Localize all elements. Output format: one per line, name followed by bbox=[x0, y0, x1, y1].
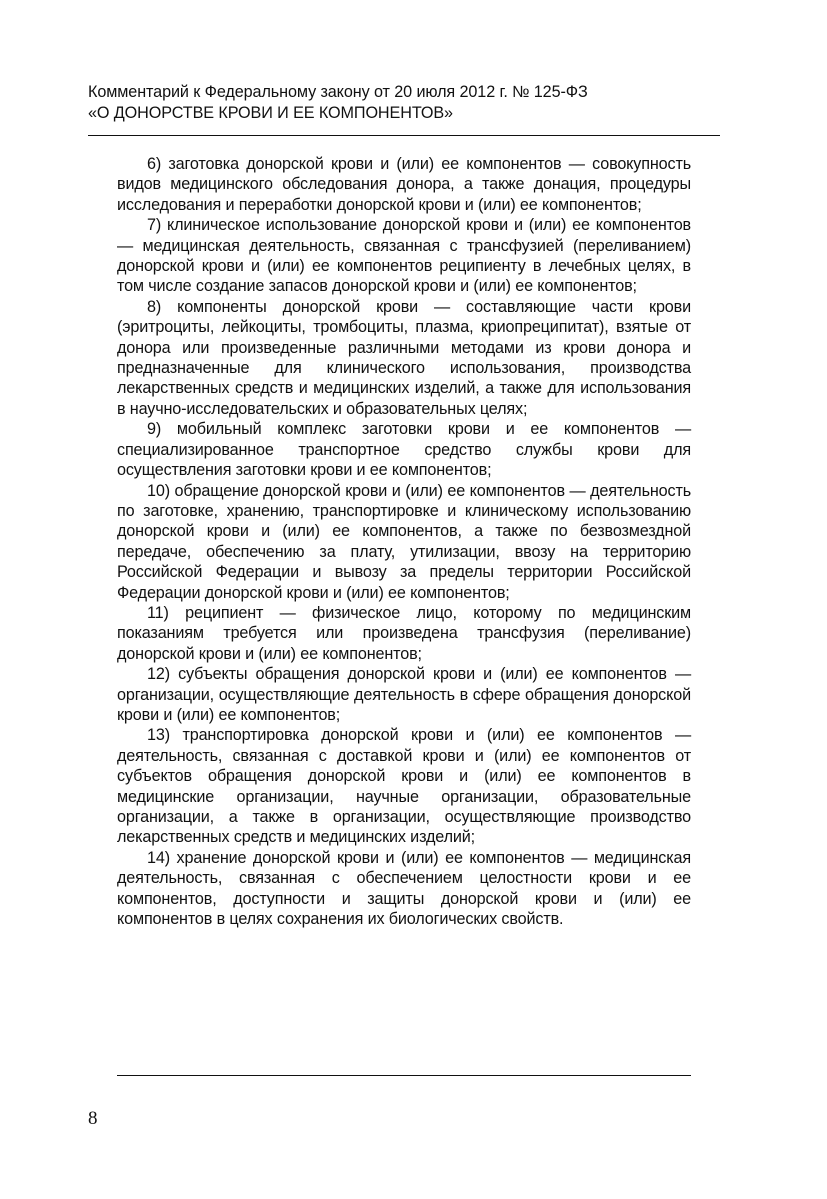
header-line-2: «О ДОНОРСТВЕ КРОВИ И ЕЕ КОМПОНЕНТОВ» bbox=[88, 104, 453, 122]
paragraph-item-7: 7) клиническое использование донорской крови и (или) ее компонентов — медицинская деятельность, связанная с трансфузией (переливанием) донорской крови и (или) ее компонентов реципиенту в лечебных целях, в том числе создание запасов донорской крови и (или) ее компонентов; bbox=[117, 216, 691, 296]
paragraph-item-10: 10) обращение донорской крови и (или) ее компонентов — деятельность по заготовке, хранению, транспортировке и клиническому использованию донорской крови и (или) ее компонентов, а также по безвозмездной передаче, обеспечению за плату, утилизации, ввозу на территорию Российской Федерации и вывозу за пределы территории Российской Федерации донорской крови и (или) ее компонентов; bbox=[117, 481, 691, 602]
running-header bbox=[88, 82, 728, 124]
paragraph-item-14: 14) хранение донорской крови и (или) ее компонентов — медицинская деятельность, связанная с обеспечением целостности крови и ее компонентов, доступности и защиты донорской крови и (или) ее компонентов в целях сохранения их биологических свойств. bbox=[117, 848, 691, 929]
header-line-1: Комментарий к Федеральному закону от 20 июля 2012 г. № 125-ФЗ bbox=[88, 83, 588, 101]
header-divider bbox=[88, 135, 720, 136]
paragraph-item-6: 6) заготовка донорской крови и (или) ее компонентов — совокупность видов медицинского обследования донора, а также донация, процедуры исследования и переработки донорской крови и (или) ее компонентов; bbox=[117, 155, 691, 214]
footer-divider bbox=[117, 1075, 691, 1076]
paragraph-item-13: 13) транспортировка донорской крови и (или) ее компонентов — деятельность, связанная с доставкой крови и (или) ее компонентов от субъектов обращения донорской крови и (или) ее компонентов в медицинские организации, научные организации, образовательные организации, а также в организации, осуществляющие производство лекарственных средств и медицинских изделий; bbox=[117, 726, 691, 847]
page-number: 8 bbox=[88, 1108, 98, 1129]
paragraph-item-9: 9) мобильный комплекс заготовки крови и ее компонентов — специализированное транспортное средство службы крови для осуществления заготовки крови и ее компонентов; bbox=[117, 420, 691, 480]
paragraph-item-11: 11) реципиент — физическое лицо, которому по медицинским показаниям требуется или произведена трансфузия (переливание) донорской крови и (или) ее компонентов; bbox=[117, 603, 691, 663]
paragraph-item-8: 8) компоненты донорской крови — составляющие части крови (эритроциты, лейкоциты, тромбоциты, плазма, криопреципитат), взятые от донора или произведенные различными методами из крови донора и предназначенные для клинического использования, производства лекарственных средств и медицинских изделий, а также для использования в научно-исследовательских и образовательных целях; bbox=[117, 297, 691, 418]
paragraph-item-12: 12) субъекты обращения донорской крови и (или) ее компонентов — организации, осуществляющие деятельность в сфере обращения донорской крови и (или) ее компонентов; bbox=[117, 665, 691, 724]
document-body bbox=[117, 154, 691, 929]
